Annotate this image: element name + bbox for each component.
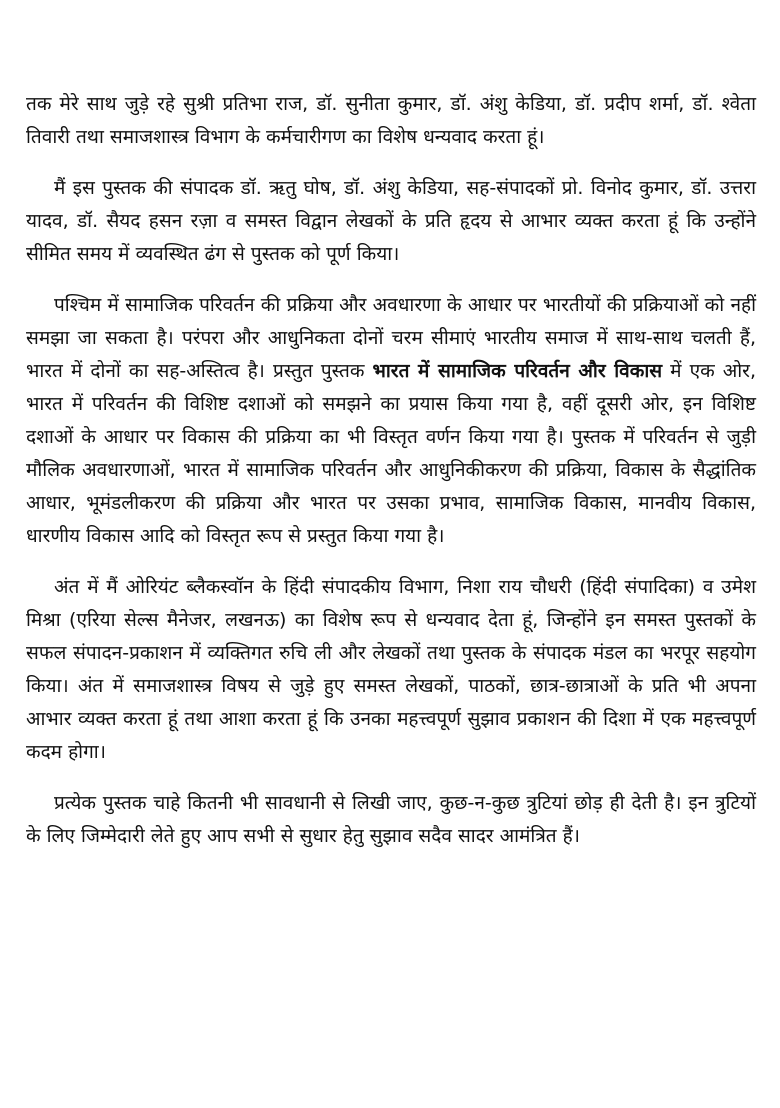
paragraph-acknowledgement-editors: मैं इस पुस्तक की संपादक डॉ. ऋतु घोष, डॉ. अंशु केडिया, सह-संपादकों प्रो. विनोद कुमार, डॉ. उत्तरा यादव, डॉ. सैयद हसन रज़ा व समस्त विद्वान लेखकों के प्रति हृदय से आभार व्यक्त करता हूं कि उन्होंने सीमित समय में व्यवस्थित ढंग से पुस्तक को पूर्ण किया। [26, 177, 756, 265]
paragraph-book-description [26, 289, 756, 553]
paragraph-acknowledgement-publisher: अंत में मैं ओरियंट ब्लैकस्वॉन के हिंदी संपादकीय विभाग, निशा राय चौधरी (हिंदी संपादिका) व उमेश मिश्रा (एरिया सेल्स मैनेजर, लखनऊ) का विशेष रूप से धन्यवाद देता हूं, जिन्होंने इन समस्त पुस्तकों के सफल संपादन-प्रकाशन में व्यक्तिगत रुचि ली और लेखकों तथा पुस्तक के संपादक मंडल का भरपूर सहयोग किया। अंत में समाजशास्त्र विषय से जुड़े हुए समस्त लेखकों, पाठकों, छात्र-छात्राओं के प्रति भी अपना आभार व्यक्त करता हूं तथा आशा करता हूं कि उनका महत्त्वपूर्ण सुझाव प्रकाशन की दिशा में एक महत्त्वपूर्ण कदम होगा। [26, 576, 756, 763]
book-description-body: में एक ओर, भारत में परिवर्तन की विशिष्ट दशाओं को समझने का प्रयास किया गया है, वहीं दूसरी ओर, इन विशिष्ट दशाओं के आधार पर विकास की प्रक्रिया का भी विस्तृत वर्णन किया गया है। पुस्तक में परिवर्तन से जुड़ी मौलिक अवधारणाओं, भारत में सामाजिक परिवर्तन और आधुनिकीकरण की प्रक्रिया, विकास के सैद्धांतिक आधार, भूमंडलीकरण की प्रक्रिया और भारत पर उसका प्रभाव, सामाजिक विकास, मानवीय विकास, धारणीय विकास आदि को विस्तृत रूप से प्रस्तुत किया गया है। [26, 360, 756, 547]
book-title: भारत में सामाजिक परिवर्तन और विकास [372, 360, 663, 382]
paragraph-acknowledgement-staff: तक मेरे साथ जुड़े रहे सुश्री प्रतिभा राज, डॉ. सुनीता कुमार, डॉ. अंशु केडिया, डॉ. प्रदीप शर्मा, डॉ. श्वेता तिवारी तथा समाजशास्त्र विभाग के कर्मचारीगण का विशेष धन्यवाद करता हूं। [26, 93, 756, 148]
book-description-intro: पश्चिम में सामाजिक परिवर्तन की प्रक्रिया और अवधारणा के आधार पर भारतीयों की प्रक्रियाओं को नहीं समझा जा सकता है। परंपरा और आधुनिकता दोनों चरम सीमाएं भारतीय समाज में साथ-साथ चलती हैं, भारत में दोनों का सह-अस्तित्व है। प्रस्तुत पुस्तक [26, 294, 756, 382]
paragraph-closing-note: प्रत्येक पुस्तक चाहे कितनी भी सावधानी से लिखी जाए, कुछ-न-कुछ त्रुटियां छोड़ ही देती है। इन त्रुटियों के लिए जिम्मेदारी लेते हुए आप सभी से सुधार हेतु सुझाव सदैव सादर आमंत्रित हैं। [26, 792, 756, 847]
document-page [26, 88, 756, 871]
